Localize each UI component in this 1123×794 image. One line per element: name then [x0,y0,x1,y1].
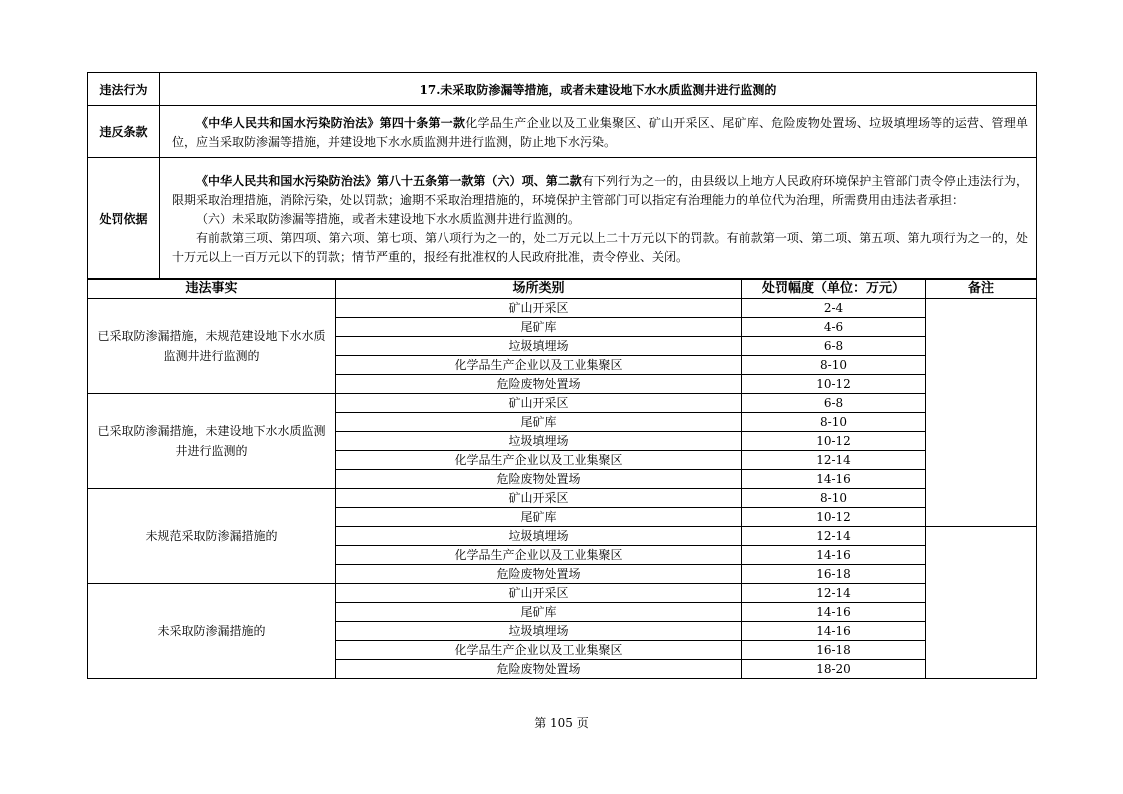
penalty-range-cell: 8-10 [742,489,926,508]
site-category-cell: 矿山开采区 [336,584,742,603]
penalty-range-cell: 14-16 [742,546,926,565]
site-category-cell: 化学品生产企业以及工业集聚区 [336,546,742,565]
penalty-table-header [88,280,1037,299]
penalty-range-cell: 18-20 [742,660,926,679]
penalty-table [87,279,1037,679]
table-row [88,489,1037,508]
penalty-range-cell: 10-12 [742,508,926,527]
site-category-cell: 尾矿库 [336,413,742,432]
clause-label: 违反条款 [88,106,160,158]
penalty-range-cell: 6-8 [742,337,926,356]
table-row [88,394,1037,413]
site-category-cell: 化学品生产企业以及工业集聚区 [336,451,742,470]
site-category-cell: 矿山开采区 [336,299,742,318]
penalty-range-cell: 8-10 [742,413,926,432]
site-category-cell: 尾矿库 [336,508,742,527]
basis-content [160,158,1037,279]
basis-paragraph-2: （六）未采取防渗漏等措施，或者未建设地下水水质监测井进行监测的。 [196,211,581,226]
site-category-cell: 危险废物处置场 [336,470,742,489]
site-category-cell: 尾矿库 [336,318,742,337]
site-category-cell: 化学品生产企业以及工业集聚区 [336,641,742,660]
table-row [88,299,1037,318]
site-category-cell: 矿山开采区 [336,394,742,413]
clause-law: 《中华人民共和国水污染防治法》第四十条第一款 [196,115,466,130]
site-category-cell: 垃圾填埋场 [336,337,742,356]
basis-paragraph-1: 有下列行为之一的，由县级以上地方人民政府环境保护主管部门责令停止违法行为，限期采取治理措施，消除污染，处以罚款；逾期不采取治理措施的，环境保护主管部门可以指定有治理能力的单位代为治理，所需费用由违法者承担： [172,173,1028,207]
penalty-range-cell: 14-16 [742,470,926,489]
penalty-range-cell: 10-12 [742,432,926,451]
violation-row [88,73,1037,106]
basis-law: 《中华人民共和国水污染防治法》第八十五条第一款第（六）项、第二款 [196,173,582,188]
header-note: 备注 [926,280,1037,299]
basis-label: 处罚依据 [88,158,160,279]
penalty-range-cell: 10-12 [742,375,926,394]
site-category-cell: 危险废物处置场 [336,375,742,394]
penalty-range-cell: 8-10 [742,356,926,375]
violation-fact-cell: 未规范采取防渗漏措施的 [88,489,336,584]
penalty-range-cell: 6-8 [742,394,926,413]
violation-fact-cell: 已采取防渗漏措施，未建设地下水水质监测井进行监测的 [88,394,336,489]
table-row [88,584,1037,603]
site-category-cell: 危险废物处置场 [336,565,742,584]
page-number: 第 105 页 [534,716,589,730]
header-site: 场所类别 [336,280,742,299]
remarks-cell [926,299,1037,527]
clause-row [88,106,1037,158]
site-category-cell: 尾矿库 [336,603,742,622]
site-category-cell: 矿山开采区 [336,489,742,508]
violation-label: 违法行为 [88,73,160,106]
penalty-range-cell: 4-6 [742,318,926,337]
violation-fact-cell: 已采取防渗漏措施，未规范建设地下水水质监测井进行监测的 [88,299,336,394]
penalty-range-cell: 16-18 [742,565,926,584]
penalty-range-cell: 14-16 [742,603,926,622]
site-category-cell: 垃圾填埋场 [336,432,742,451]
basis-paragraph-3: 有前款第三项、第四项、第六项、第七项、第八项行为之一的，处二万元以上二十万元以下的罚款。有前款第一项、第二项、第五项、第九项行为之一的，处十万元以上一百万元以下的罚款；情节严重的，报经有批准权的人民政府批准，责令停业、关闭。 [172,230,1028,264]
violation-info-table [87,72,1037,279]
penalty-range-cell: 14-16 [742,622,926,641]
site-category-cell: 垃圾填埋场 [336,527,742,546]
clause-content [160,106,1037,158]
penalty-range-cell: 12-14 [742,527,926,546]
header-fact: 违法事实 [88,280,336,299]
penalty-range-cell: 12-14 [742,584,926,603]
violation-title: 17.未采取防渗漏等措施，或者未建设地下水水质监测井进行监测的 [160,73,1037,106]
site-category-cell: 化学品生产企业以及工业集聚区 [336,356,742,375]
basis-row [88,158,1037,279]
penalty-range-cell: 2-4 [742,299,926,318]
site-category-cell: 垃圾填埋场 [336,622,742,641]
clause-text: 化学品生产企业以及工业集聚区、矿山开采区、尾矿库、危险废物处置场、垃圾填埋场等的运营、管理单位，应当采取防渗漏等措施，并建设地下水水质监测井进行监测，防止地下水污染。 [172,115,1028,149]
site-category-cell: 危险废物处置场 [336,660,742,679]
penalty-range-cell: 12-14 [742,451,926,470]
penalty-range-cell: 16-18 [742,641,926,660]
remarks-cell [926,527,1037,679]
header-range: 处罚幅度（单位：万元） [742,280,926,299]
violation-fact-cell: 未采取防渗漏措施的 [88,584,336,679]
